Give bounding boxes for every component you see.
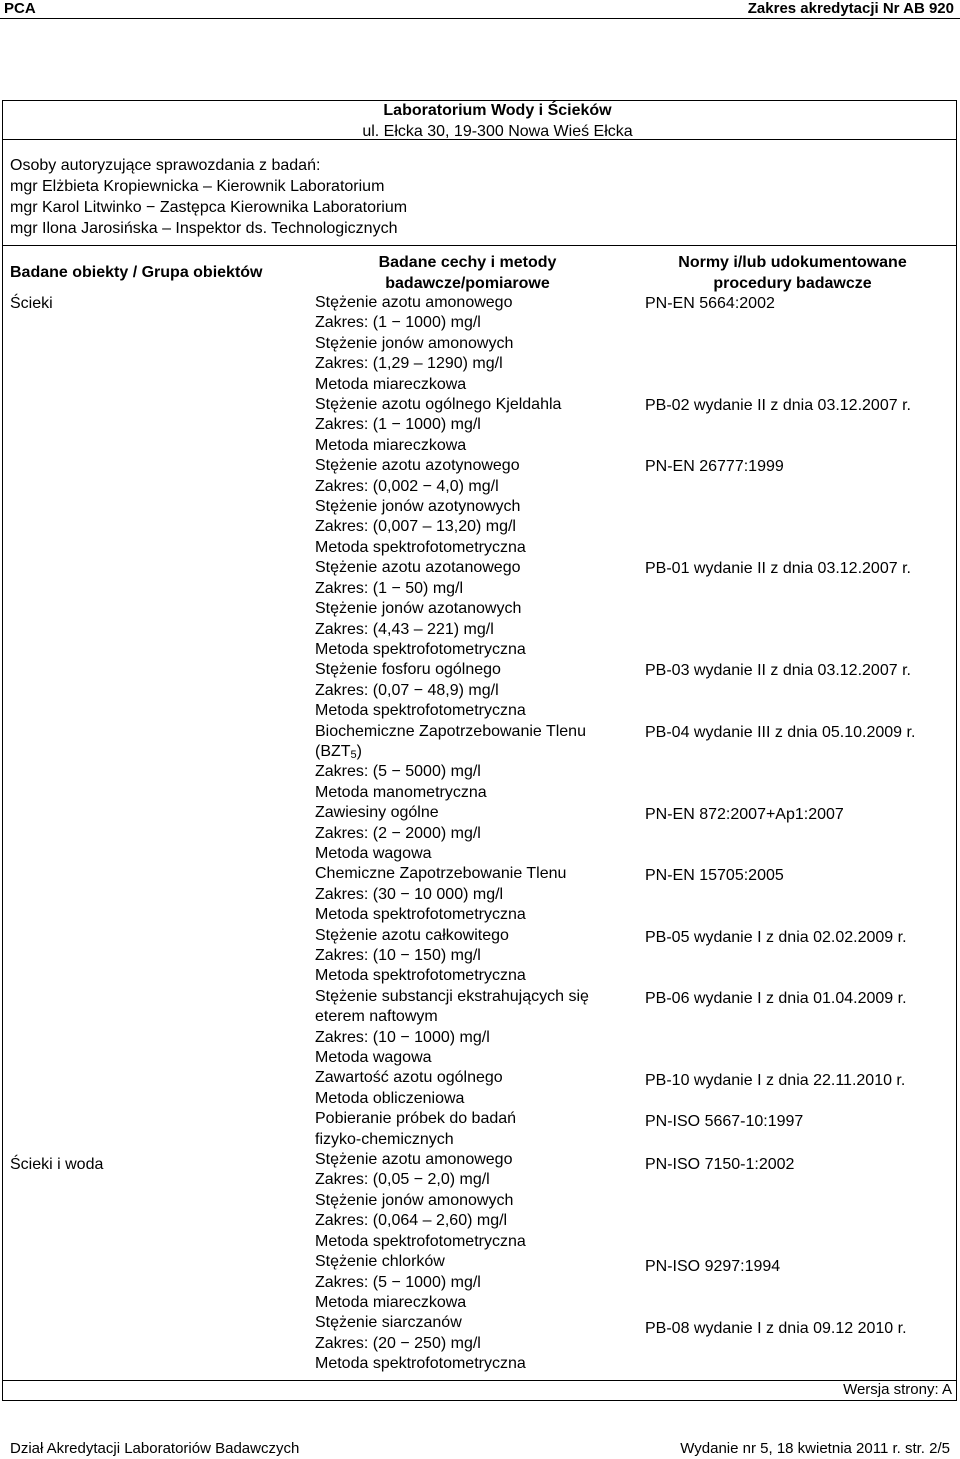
method-line: Zawiesiny ogólne bbox=[315, 804, 439, 822]
norm-item: PB-10 wydanie I z dnia 22.11.2010 r. bbox=[645, 1072, 906, 1089]
method-line: Metoda wagowa bbox=[315, 844, 432, 862]
norm-item: PN-EN 15705:2005 bbox=[645, 867, 784, 884]
method-line: Stężenie jonów amonowych bbox=[315, 1191, 514, 1209]
method-line: Zawartość azotu ogólnego bbox=[315, 1069, 503, 1087]
norm-item: PB-06 wydanie I z dnia 01.04.2009 r. bbox=[645, 990, 907, 1007]
lab-address: ul. Ełcka 30, 19-300 Nowa Wieś Ełcka bbox=[362, 123, 633, 140]
norm-item: PB-04 wydanie III z dnia 05.10.2009 r. bbox=[645, 724, 916, 741]
authorized-persons bbox=[10, 155, 407, 239]
footer-right: Wydanie nr 5, 18 kwietnia 2011 r. str. 2/5 bbox=[680, 1440, 950, 1457]
bzt-subscript: 5 bbox=[350, 748, 357, 761]
auth-line: mgr Elżbieta Kropiewnicka – Kierownik Laboratorium bbox=[10, 178, 385, 195]
bzt-label: (BZT bbox=[315, 742, 351, 760]
methods-column bbox=[315, 293, 635, 1375]
method-line: Zakres: (5 − 5000) mg/l bbox=[315, 763, 481, 781]
method-line: Chemiczne Zapotrzebowanie Tlenu bbox=[315, 865, 567, 883]
method-line: Zakres: (0,07 − 48,9) mg/l bbox=[315, 681, 499, 699]
header-methods-line2: badawcze/pomiarowe bbox=[385, 275, 550, 292]
method-line: Stężenie siarczanów bbox=[315, 1314, 462, 1332]
method-line: Stężenie fosforu ogólnego bbox=[315, 661, 501, 679]
norm-item: PB-03 wydanie II z dnia 03.12.2007 r. bbox=[645, 662, 911, 679]
header-methods-line1: Badane cechy i metody bbox=[378, 254, 557, 271]
method-line: Zakres: (1 − 1000) mg/l bbox=[315, 314, 481, 332]
norm-item: PB-01 wydanie II z dnia 03.12.2007 r. bbox=[645, 560, 911, 577]
footer-left: Dział Akredytacji Laboratoriów Badawczych bbox=[10, 1440, 300, 1457]
method-line: Stężenie jonów amonowych bbox=[315, 334, 514, 352]
method-line: Zakres: (0,002 − 4,0) mg/l bbox=[315, 477, 499, 495]
method-line: Metoda spektrofotometryczna bbox=[315, 967, 526, 985]
header-right: Zakres akredytacji Nr AB 920 bbox=[747, 0, 954, 17]
norm-item: PN-EN 26777:1999 bbox=[645, 458, 784, 475]
method-line: Zakres: (4,43 – 221) mg/l bbox=[315, 620, 494, 638]
method-line: Metoda spektrofotometryczna bbox=[315, 1355, 526, 1373]
norm-item: PN-ISO 7150-1:2002 bbox=[645, 1156, 795, 1173]
divider-before-version bbox=[2, 1380, 957, 1381]
method-line: Metoda miareczkowa bbox=[315, 1293, 467, 1311]
object-scieki-i-woda: Ścieki i woda bbox=[10, 1156, 104, 1173]
method-line: eterem naftowym bbox=[315, 1008, 438, 1026]
method-line: Metoda spektrofotometryczna bbox=[315, 702, 526, 720]
method-line: Stężenie jonów azotanowych bbox=[315, 600, 522, 618]
header-norms-line2: procedury badawcze bbox=[713, 275, 872, 292]
header-norms bbox=[640, 252, 945, 294]
method-line: Stężenie jonów azotynowych bbox=[315, 498, 521, 516]
norm-item: PB-08 wydanie I z dnia 09.12 2010 r. bbox=[645, 1320, 907, 1337]
method-line: Metoda spektrofotometryczna bbox=[315, 906, 526, 924]
method-line: Zakres: (10 − 150) mg/l bbox=[315, 947, 481, 964]
method-line: Zakres: (30 − 10 000) mg/l bbox=[315, 885, 504, 903]
page-header bbox=[0, 0, 960, 19]
norm-item: PN-EN 5664:2002 bbox=[645, 295, 775, 312]
norm-item: PB-02 wydanie II z dnia 03.12.2007 r. bbox=[645, 397, 911, 414]
auth-line: mgr Karol Litwinko − Zastępca Kierownika Laboratorium bbox=[10, 199, 408, 216]
method-line: Biochemiczne Zapotrzebowanie Tlenu bbox=[315, 722, 586, 740]
method-line: Zakres: (0,007 – 13,20) mg/l bbox=[315, 518, 516, 536]
norm-item: PB-05 wydanie I z dnia 02.02.2009 r. bbox=[645, 929, 907, 946]
method-line: Zakres: (10 − 1000) mg/l bbox=[315, 1028, 490, 1046]
method-line: Zakres: (1 − 50) mg/l bbox=[315, 579, 464, 597]
header-left: PCA bbox=[4, 0, 36, 17]
method-line: Stężenie azotu całkowitego bbox=[315, 926, 509, 944]
method-line: Zakres: (20 − 250) mg/l bbox=[315, 1334, 481, 1352]
method-line: Stężenie azotu amonowego bbox=[315, 294, 513, 311]
method-line-bzt bbox=[315, 742, 635, 762]
method-line: Stężenie azotu amonowego bbox=[315, 1151, 513, 1169]
method-line: Zakres: (1,29 – 1290) mg/l bbox=[315, 355, 503, 373]
method-line: Metoda obliczeniowa bbox=[315, 1089, 465, 1107]
method-line: Stężenie azotu azotynowego bbox=[315, 457, 520, 475]
method-line: Metoda spektrofotometryczna bbox=[315, 640, 526, 658]
page-version: Wersja strony: A bbox=[843, 1381, 952, 1398]
method-line: Stężenie azotu azotanowego bbox=[315, 559, 521, 577]
method-line: Pobieranie próbek do badań bbox=[315, 1110, 517, 1128]
object-scieki: Ścieki bbox=[10, 295, 53, 312]
norm-item: PN-ISO 5667-10:1997 bbox=[645, 1113, 804, 1130]
method-line: Zakres: (1 − 1000) mg/l bbox=[315, 416, 481, 434]
method-line: Stężenie azotu ogólnego Kjeldahla bbox=[315, 396, 562, 414]
method-line: Zakres: (5 − 1000) mg/l bbox=[315, 1273, 481, 1291]
norm-item: PN-ISO 9297:1994 bbox=[645, 1258, 781, 1275]
method-line: Zakres: (0,05 − 2,0) mg/l bbox=[315, 1171, 490, 1189]
method-line: Zakres: (2 − 2000) mg/l bbox=[315, 824, 481, 842]
header-norms-line1: Normy i/lub udokumentowane bbox=[678, 254, 907, 271]
method-line: Metoda miareczkowa bbox=[315, 436, 467, 454]
method-line: Stężenie substancji ekstrahujących się bbox=[315, 987, 589, 1005]
method-line: Metoda manometryczna bbox=[315, 783, 487, 801]
method-line: Metoda spektrofotometryczna bbox=[315, 1232, 526, 1250]
norm-item: PN-EN 872:2007+Ap1:2007 bbox=[645, 806, 844, 823]
method-line: Zakres: (0,064 – 2,60) mg/l bbox=[315, 1212, 508, 1230]
bzt-close: ) bbox=[356, 742, 362, 760]
auth-line: Osoby autoryzujące sprawozdania z badań: bbox=[10, 157, 321, 174]
method-line: Metoda spektrofotometryczna bbox=[315, 538, 526, 556]
divider-after-auth bbox=[2, 245, 957, 246]
header-methods bbox=[300, 252, 635, 294]
header-objects: Badane obiekty / Grupa obiektów bbox=[10, 264, 263, 281]
method-line: Metoda wagowa bbox=[315, 1049, 432, 1067]
method-line: Metoda miareczkowa bbox=[315, 375, 467, 393]
auth-line: mgr Ilona Jarosińska – Inspektor ds. Technologicznych bbox=[10, 220, 398, 237]
method-line: Stężenie chlorków bbox=[315, 1253, 445, 1271]
lab-name: Laboratorium Wody i Ścieków bbox=[383, 102, 612, 119]
method-line: fizyko-chemicznych bbox=[315, 1130, 454, 1148]
